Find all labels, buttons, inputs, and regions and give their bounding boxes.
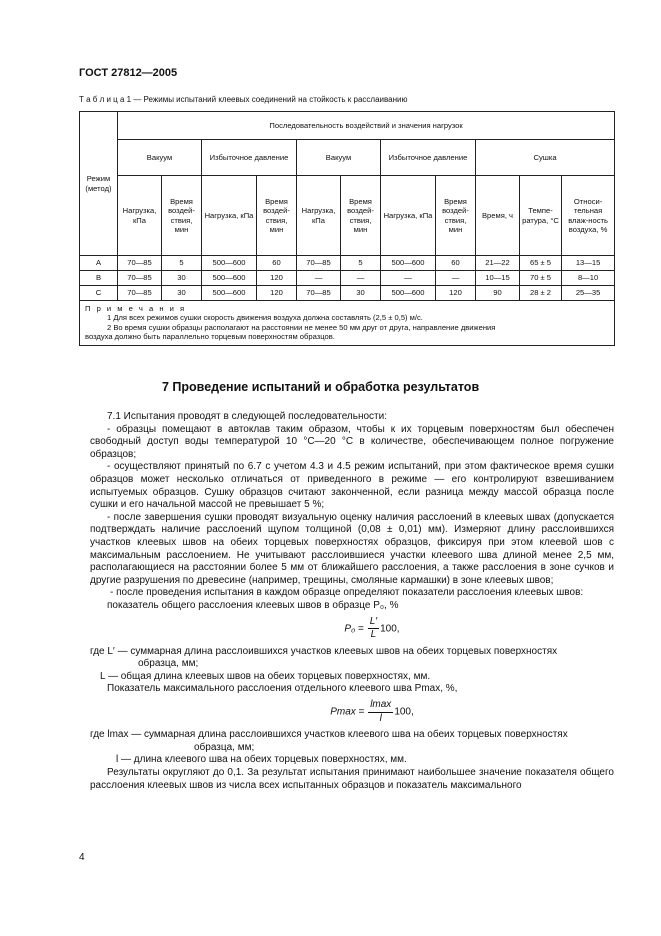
formula-lhs: P₀ xyxy=(344,623,356,635)
paragraph: - после завершения сушки проводят визуальную оценку наличия расслоений в клеевых швах (допускается подтверждать наличие расслоений щупом толщиной (0,08 ± 0,01) мм). Измеряют длину расслоившихся участков клеевых швов на обеих торцевых поверхностях образцов, фиксируя при этом клеевой шов с максимальным расслоением. Не учитывают расслоившиеся участки клеевого шва длиной менее 2,5 мм, располагающиеся на расстоянии более 5 мм от ближайшего расслоения, а также расслоения в зоне сучков и другие разрушения по древесине (например, трещины, смоляные кармашки) в зоне клеевых швов; xyxy=(90,511,614,586)
note-1: 1 Для всех режимов сушки скорость движения воздуха должна составлять (2,5 ± 0,5) м/с. xyxy=(107,313,423,323)
document-header: ГОСТ 27812—2005 xyxy=(79,67,178,79)
fraction xyxy=(368,699,393,725)
table-cell: 25—35 xyxy=(562,286,615,301)
paragraph: - после проведения испытания в каждом образце определяют показатели расслоения клеевых швов: xyxy=(110,587,584,599)
notes-title: П р и м е ч а н и я xyxy=(85,304,187,313)
table-cell: 500—600 xyxy=(202,286,257,301)
table-notes xyxy=(80,301,615,346)
table-cell: 65 ± 5 xyxy=(520,256,562,271)
table-cell: 30 xyxy=(162,271,202,286)
column-header: Нагрузка, кПа xyxy=(297,176,341,256)
fraction-numerator: lmax xyxy=(368,699,393,713)
table-cell: — xyxy=(436,271,476,286)
note-2-continued: воздуха должно быть параллельно торцевым поверхностям образцов. xyxy=(85,332,335,342)
paragraph: Результаты округляют до 0,1. За результат испытания принимают наибольшее значение показателя общего расслоения клеевых швов из числа всех испытанных образцов и показатель максимального xyxy=(90,767,614,791)
paragraph: 7.1 Испытания проводят в следующей последовательности: xyxy=(107,411,387,422)
table-cell: 120 xyxy=(257,286,297,301)
table-cell: B xyxy=(80,271,118,286)
table-cell: 5 xyxy=(341,256,381,271)
column-header: Время воздей-ствия, мин xyxy=(257,176,297,256)
paragraph: показатель общего расслоения клеевых швов в образце P₀, % xyxy=(107,599,399,611)
group-header: Избыточное давление xyxy=(202,140,297,176)
table-cell: 13—15 xyxy=(562,256,615,271)
mode-header: Режим (метод) xyxy=(80,112,118,256)
column-header: Время воздей-ствия, мин xyxy=(341,176,381,256)
table-cell: 500—600 xyxy=(202,271,257,286)
table-cell: — xyxy=(341,271,381,286)
table-cell: 120 xyxy=(257,271,297,286)
table-cell: 5 xyxy=(162,256,202,271)
group-header: Избыточное давление xyxy=(381,140,476,176)
table-cell: 30 xyxy=(341,286,381,301)
table-cell: 70—85 xyxy=(297,286,341,301)
section-title: 7 Проведение испытаний и обработка результатов xyxy=(162,380,480,394)
fraction-numerator: L′ xyxy=(368,616,379,630)
table-cell: 120 xyxy=(436,286,476,301)
paragraph: Показатель максимального расслоения отдельного клеевого шва Pmax, %, xyxy=(107,683,458,695)
column-header: Нагрузка, кПа xyxy=(202,176,257,256)
column-header: Время воздей-ствия, мин xyxy=(436,176,476,256)
fraction xyxy=(368,616,379,642)
where-clause: L — общая длина клеевых швов на обеих торцевых поверхностях, мм. xyxy=(100,670,431,682)
group-header: Вакуум xyxy=(297,140,381,176)
formula-lhs: Pmax xyxy=(330,706,356,718)
table-cell: 21—22 xyxy=(476,256,520,271)
table-cell: — xyxy=(381,271,436,286)
column-header: Время воздей-ствия, мин xyxy=(162,176,202,256)
formula-p0: P₀ = $\frac{L'}{L}$ 100, xyxy=(344,615,400,641)
table-caption: Т а б л и ц а 1 — Режимы испытаний клеевых соединений на стойкость к расслаиванию xyxy=(79,95,408,104)
column-header: Темпе-ратура, °С xyxy=(520,176,562,256)
table-cell: 10—15 xyxy=(476,271,520,286)
where-clause-continued: образца, мм; xyxy=(138,658,199,670)
table-cell: 8—10 xyxy=(562,271,615,286)
paragraph: - образцы помещают в автоклав таким образом, чтобы к их торцевым поверхностям был обеспечен свободный доступ воды температурой 10 °С—20 °С в количестве, обеспечивающем полное погружение образцов; xyxy=(90,423,614,460)
table-cell: 500—600 xyxy=(381,256,436,271)
table-cell: 30 xyxy=(162,286,202,301)
column-header: Нагрузка, кПа xyxy=(381,176,436,256)
table-row xyxy=(80,256,615,271)
column-header: Относи-тельная влаж-ность воздуха, % xyxy=(562,176,615,256)
table-row xyxy=(80,271,615,286)
where-clause: где L′ — суммарная длина расслоившихся участков клеевых швов на обеих торцевых поверхностях xyxy=(90,645,558,657)
group-header: Вакуум xyxy=(118,140,202,176)
where-clause: l — длина клеевого шва на обеих торцевых поверхностях, мм. xyxy=(116,754,407,766)
table-cell: — xyxy=(297,271,341,286)
note-2: 2 Во время сушки образцы располагают на расстоянии не менее 50 мм друг от друга, направление движения xyxy=(107,322,496,332)
table-cell: 70 ± 5 xyxy=(520,271,562,286)
table-cell: 90 xyxy=(476,286,520,301)
table-cell: 70—85 xyxy=(118,256,162,271)
column-header: Время, ч xyxy=(476,176,520,256)
table-cell: 60 xyxy=(257,256,297,271)
table-cell: 70—85 xyxy=(118,286,162,301)
formula-multiplier: 100, xyxy=(394,706,414,718)
fraction-denominator: l xyxy=(379,712,382,724)
table-cell: 500—600 xyxy=(381,286,436,301)
table-cell: 70—85 xyxy=(297,256,341,271)
table-cell: 70—85 xyxy=(118,271,162,286)
section-body xyxy=(90,411,614,792)
group-header: Сушка xyxy=(476,140,615,176)
page-number: 4 xyxy=(79,852,85,863)
fraction-denominator: L xyxy=(370,629,377,641)
formula-pmax: Pmax = $\frac{lmax}{l}$ 100, xyxy=(330,699,414,724)
table-cell: 28 ± 2 xyxy=(520,286,562,301)
where-clause-continued: образца, мм; xyxy=(194,741,255,753)
sequence-header: Последовательность воздействий и значения нагрузок xyxy=(118,112,615,140)
column-header: Нагрузка, кПа xyxy=(118,176,162,256)
table-cell: 60 xyxy=(436,256,476,271)
where-clause: где lmax — суммарная длина расслоившихся участков клеевого шва на обеих торцевых поверхностях xyxy=(90,729,568,741)
table-cell: C xyxy=(80,286,118,301)
table-cell: 500—600 xyxy=(202,256,257,271)
test-modes-table xyxy=(79,111,615,346)
formula-multiplier: 100, xyxy=(380,623,400,635)
table-row xyxy=(80,286,615,301)
paragraph: - осуществляют принятый по 6.7 с учетом 4.3 и 4.5 режим испытаний, при этом фактическое время сушки образцов может несколько отличаться от приведенного в режиме — его контролируют взвешиванием испытуемых образцов. Сушку образцов считают законченной, если разница между массой образца после сушки и его начальной массой не превышает 5 %; xyxy=(90,461,614,511)
table-cell: A xyxy=(80,256,118,271)
